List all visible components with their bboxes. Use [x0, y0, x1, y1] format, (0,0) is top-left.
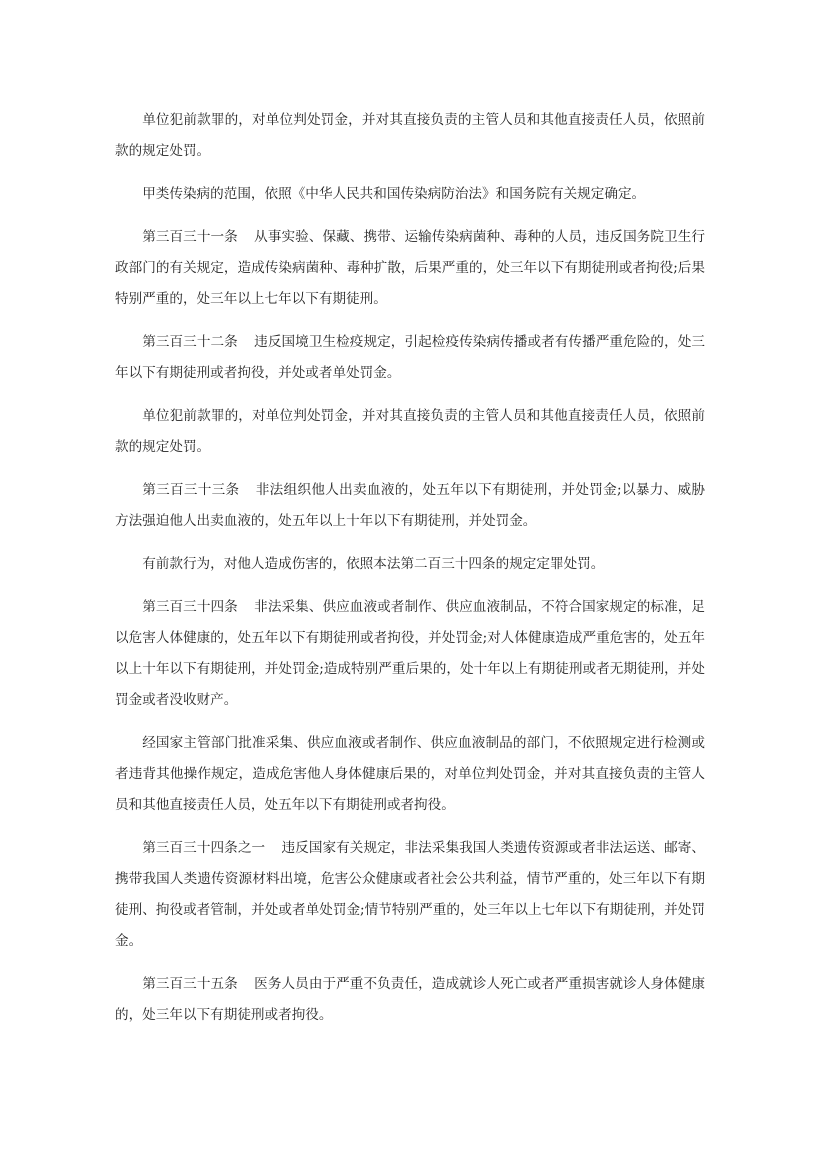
- paragraph: [115, 969, 705, 1031]
- article-number: 第三百三十四条: [142, 599, 238, 615]
- paragraph: [115, 833, 705, 957]
- article-number: 第三百三十三条: [142, 482, 240, 498]
- paragraph-text: 违反国境卫生检疫规定，引起检疫传染病传播或者有传播严重危险的，处三年以下有期徒刑或者拘役，并处或者单处罚金。: [115, 334, 706, 381]
- paragraph: [115, 105, 705, 167]
- paragraph-text: 从事实验、保藏、携带、运输传染病菌种、毒种的人员，违反国务院卫生行政部门的有关规定，造成传染病菌种、毒种扩散，后果严重的，处三年以下有期徒刑或者拘役;后果特别严重的，处三年以上七年以下有期徒刑。: [115, 229, 706, 307]
- paragraph-text: 有前款行为，对他人造成伤害的，依照本法第二百三十四条的规定定罪处罚。: [142, 556, 605, 572]
- paragraph: [115, 327, 705, 389]
- paragraph: [115, 179, 705, 210]
- paragraph-text: 甲类传染病的范围，依照《中华人民共和国传染病防治法》和国务院有关规定确定。: [142, 186, 646, 202]
- paragraph-text: 违反国家有关规定，非法采集我国人类遗传资源或者非法运送、邮寄、携带我国人类遗传资源材料出境，危害公众健康或者社会公共利益，情节严重的，处三年以下有期徒刑、拘役或者管制，并处或者单处罚金;情节特别严重的，处三年以上七年以下有期徒刑，并处罚金。: [115, 840, 706, 949]
- paragraph: [115, 401, 705, 463]
- article-number: 第三百三十五条: [142, 976, 238, 992]
- paragraph-text: 医务人员由于严重不负责任，造成就诊人死亡或者严重损害就诊人身体健康的，处三年以下有期徒刑或者拘役。: [115, 976, 706, 1023]
- paragraph-text: 经国家主管部门批准采集、供应血液或者制作、供应血液制品的部门，不依照规定进行检测或者违背其他操作规定，造成危害他人身体健康后果的，对单位判处罚金，并对其直接负责的主管人员和其他直接责任人员，处五年以下有期徒刑或者拘役。: [115, 735, 705, 813]
- paragraph-text: 单位犯前款罪的，对单位判处罚金，并对其直接负责的主管人员和其他直接责任人员，依照前款的规定处罚。: [115, 112, 705, 159]
- paragraph-text: 单位犯前款罪的，对单位判处罚金，并对其直接负责的主管人员和其他直接责任人员，依照前款的规定处罚。: [115, 408, 705, 455]
- article-number: 第三百三十二条: [142, 334, 238, 350]
- article-number: 第三百三十一条: [142, 229, 238, 245]
- paragraph-text: 非法组织他人出卖血液的，处五年以下有期徒刑，并处罚金;以暴力、威胁方法强迫他人出卖血液的，处五年以上十年以下有期徒刑，并处罚金。: [115, 482, 706, 529]
- paragraph-text: 非法采集、供应血液或者制作、供应血液制品，不符合国家规定的标准，足以危害人体健康的，处五年以下有期徒刑或者拘役，并处罚金;对人体健康造成严重危害的，处五年以上十年以下有期徒刑，并处罚金;造成特别严重后果的，处十年以上有期徒刑或者无期徒刑，并处罚金或者没收财产。: [115, 599, 706, 708]
- document-page: [115, 105, 705, 1043]
- article-number: 第三百三十四条之一: [142, 840, 266, 856]
- paragraph: [115, 728, 705, 821]
- paragraph: [115, 592, 705, 716]
- paragraph: [115, 475, 705, 537]
- paragraph: [115, 549, 705, 580]
- paragraph: [115, 222, 705, 315]
